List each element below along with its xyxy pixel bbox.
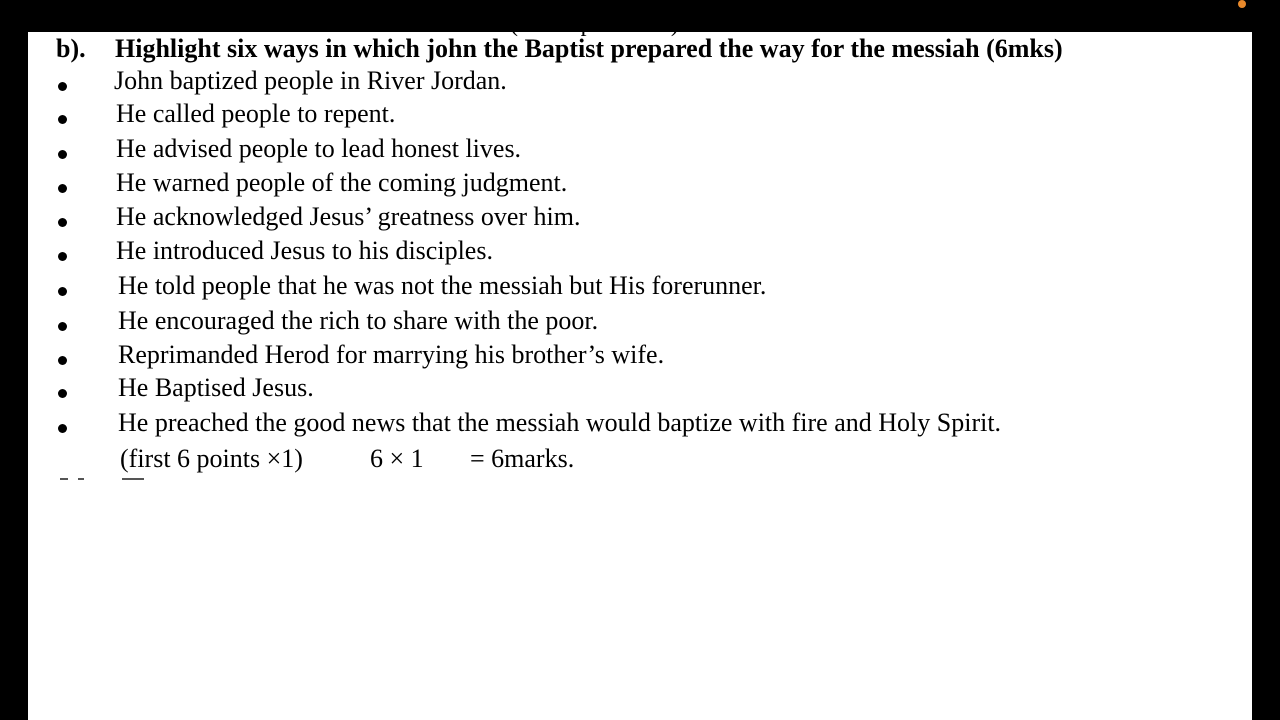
answer-text: He called people to repent. (116, 99, 396, 128)
bullet-icon (58, 389, 67, 398)
answer-text: He advised people to lead honest lives. (116, 134, 522, 163)
answer-text: He warned people of the coming judgment. (116, 168, 568, 197)
cutoff-next-line (60, 478, 150, 482)
question-heading (56, 34, 1063, 64)
answer-text: He preached the good news that the messiah would baptize with fire and Holy Spirit. (118, 408, 1002, 437)
answer-text: He told people that he was not the messiah but His forerunner. (118, 271, 767, 300)
bullet-icon (58, 218, 67, 227)
bullet-icon (58, 287, 67, 296)
answer-text: He encouraged the rich to share with the poor. (118, 306, 599, 335)
answer-text: He acknowledged Jesus’ greatness over him. (116, 202, 581, 231)
bullet-icon (58, 115, 67, 124)
bullet-icon (58, 252, 67, 261)
answer-text: John baptized people in River Jordan. (114, 66, 507, 95)
bullet-icon (58, 184, 67, 193)
answer-text: He introduced Jesus to his disciples. (116, 236, 493, 265)
question-text: Highlight six ways in which john the Baptist prepared the way for the messiah (6mks) (115, 34, 1063, 63)
bullet-icon (58, 424, 67, 433)
marking-note: (first 6 points ×1) (120, 444, 303, 473)
bullet-icon (58, 322, 67, 331)
question-label: b). (56, 34, 86, 63)
marking-total: = 6marks. (470, 444, 575, 473)
recording-indicator-icon (1238, 0, 1246, 8)
marking-formula: 6 × 1 (370, 444, 424, 473)
answer-text: Reprimanded Herod for marrying his brother’s wife. (118, 340, 665, 369)
cutoff-previous-line: (first 6 points ×1) 6 × 1 = 6marks. (510, 11, 837, 37)
bullet-icon (58, 150, 67, 159)
bullet-icon (58, 356, 67, 365)
answer-text: He Baptised Jesus. (118, 373, 314, 402)
bullet-icon (58, 82, 67, 91)
